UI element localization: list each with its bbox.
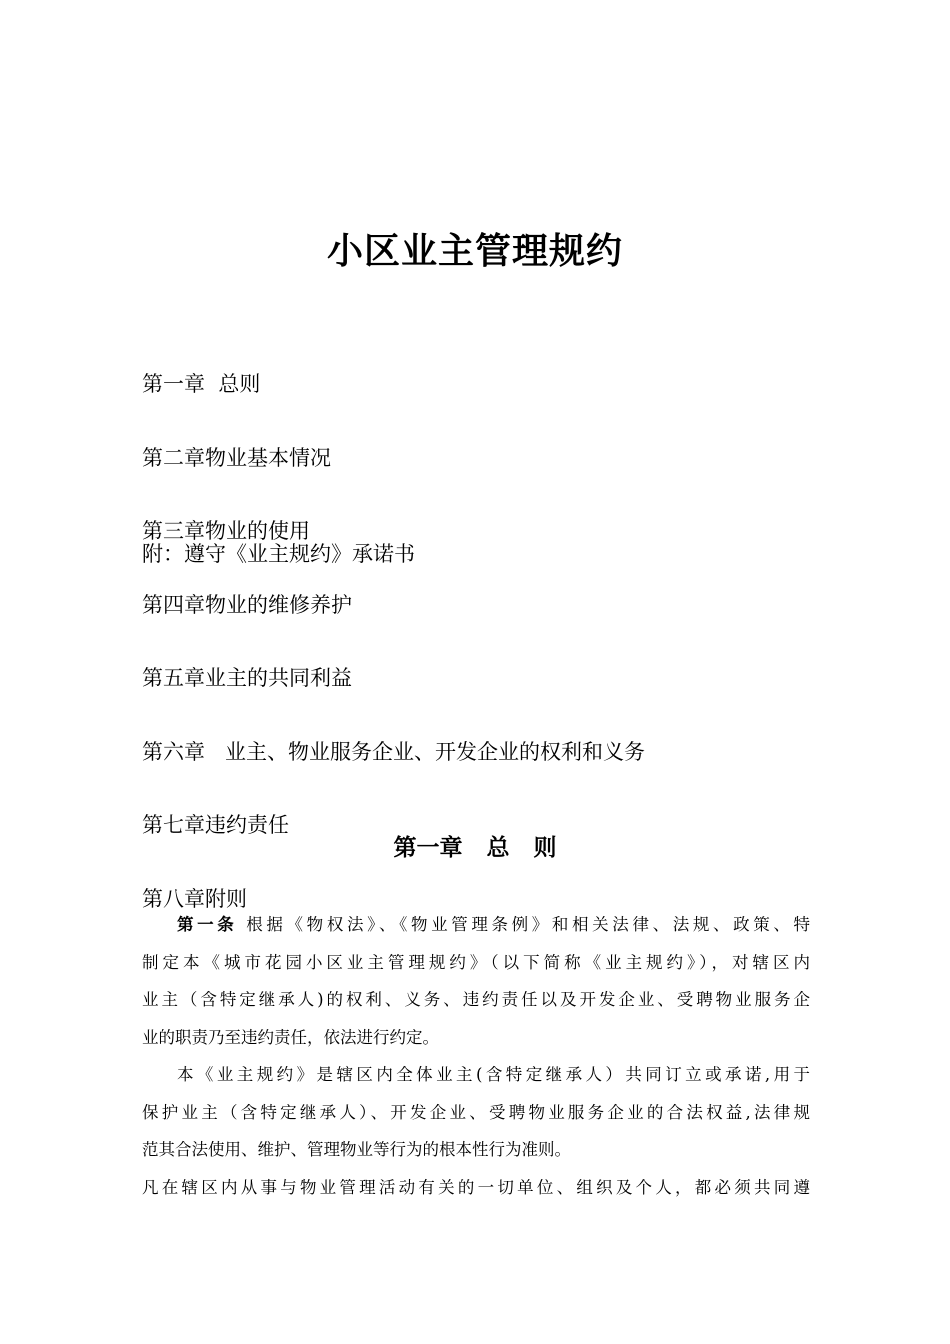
body-text bbox=[142, 906, 810, 1206]
toc-item: 第二章物业基本情况 bbox=[142, 445, 331, 470]
paragraph-2-line: 本《业主规约》是辖区内全体业主(含特定继承人）共同订立或承诺,用于 bbox=[177, 1065, 810, 1084]
toc-item: 第五章业主的共同利益 bbox=[142, 666, 352, 690]
appendix-line: 附：遵守《业主规约》承诺书 bbox=[142, 542, 415, 566]
toc-item: 第六章 业主、物业服务企业、开发企业的权利和义务 bbox=[142, 739, 646, 764]
paragraph-3-line: 凡在辖区内从事与物业管理活动有关的一切单位、组织及个人，都必须共同遵 bbox=[142, 1177, 810, 1197]
document-title: 小区业主管理规约 bbox=[326, 230, 623, 272]
toc-item: 第七章违约责任 bbox=[142, 813, 289, 837]
article-text: 根据《物权法》、《物业管理条例》和相关法律、法规、政策、特 bbox=[237, 915, 810, 934]
article-1-line bbox=[142, 906, 810, 944]
toc-item: 第三章物业的使用 bbox=[142, 519, 310, 543]
paragraph-2-line: 范其合法使用、维护、管理物业等行为的根本性行为准则。 bbox=[142, 1140, 571, 1159]
paragraph-2-line: 保护业主（含特定继承人）、开发企业、受聘物业服务企业的合法权益,法律规 bbox=[142, 1102, 810, 1122]
article-1-line: 业主（含特定继承人)的权利、义务、违约责任以及开发企业、受聘物业服务企 bbox=[142, 990, 810, 1009]
article-label: 第一条 bbox=[177, 915, 238, 934]
toc-item: 第八章附则 bbox=[142, 886, 247, 911]
toc-item: 第四章物业的维修养护 bbox=[142, 592, 352, 617]
article-1-line: 业的职责乃至违约责任，依法进行约定。 bbox=[142, 1027, 439, 1047]
article-1-line: 制定本《城市花园小区业主管理规约》（以下简称《业主规约》），对辖区内 bbox=[142, 952, 810, 972]
toc-item: 第一章 总则 bbox=[142, 372, 261, 396]
chapter-heading: 第一章 总 则 bbox=[393, 835, 557, 861]
